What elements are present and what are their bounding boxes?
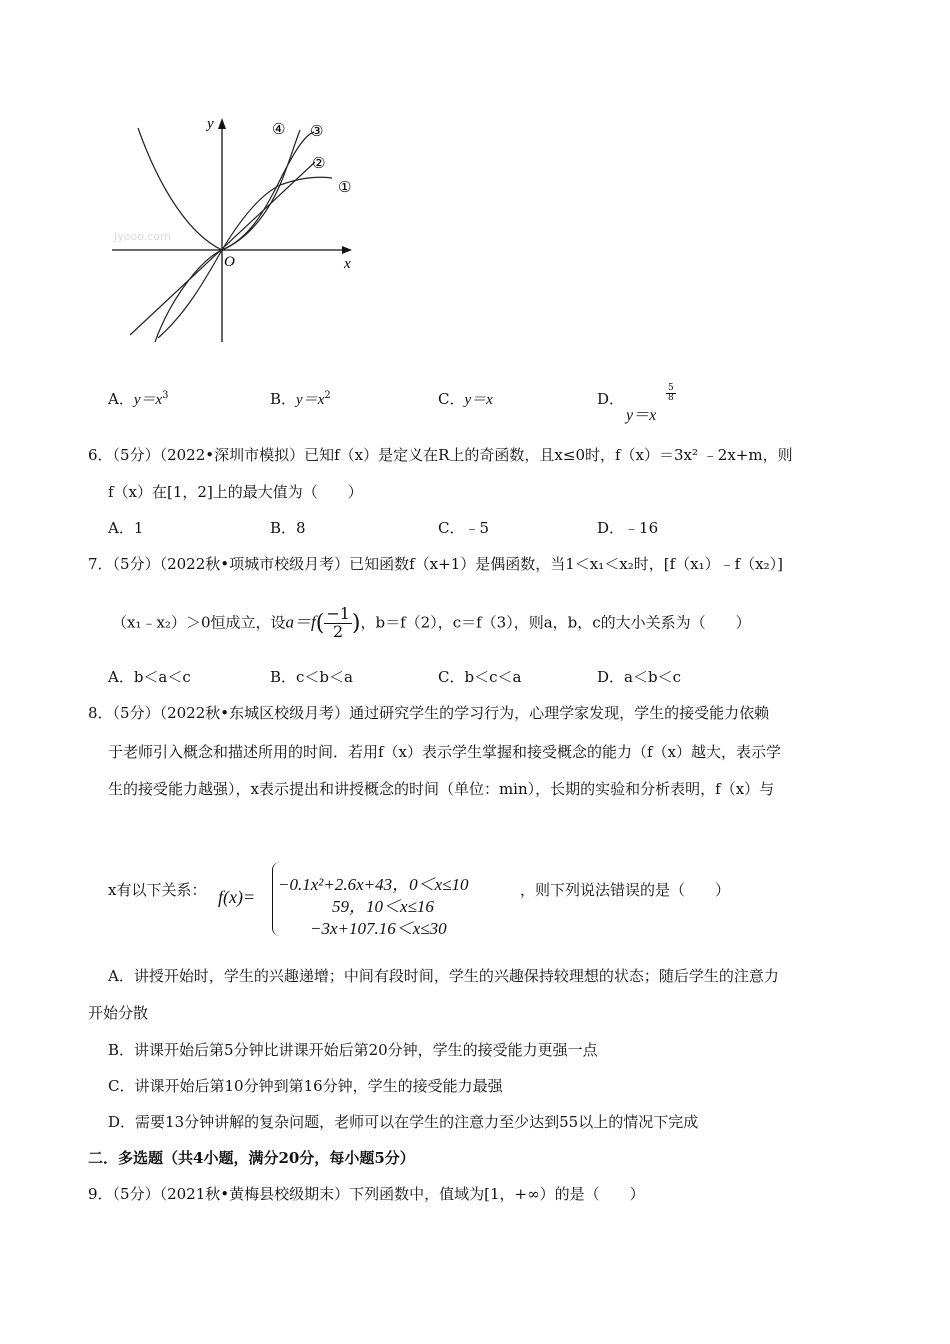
curve-label-2: ② <box>312 154 326 172</box>
q8-relation-prefix: x有以下关系： <box>108 881 207 899</box>
q6-option-c: C．﹣5 <box>438 519 490 537</box>
q8-line-2: 于老师引入概念和描述所用的时间．若用f（x）表示学生掌握和接受概念的能力（f（x）越大，表示学 <box>108 743 782 761</box>
q8-line-3: 生的接受能力越强），x表示提出和讲授概念的时间（单位：min），长期的实验和分析表明，f（x）与 <box>108 780 775 798</box>
q8-option-a-line-1: A．讲授开始时，学生的兴趣递增；中间有段时间，学生的兴趣保持较理想的状态；随后学生的注意力 <box>108 967 779 985</box>
q7-option-a: A．b＜a＜c <box>108 668 191 686</box>
x-axis-label: x <box>344 256 351 272</box>
graph-watermark: Jyeoo.com <box>114 230 171 243</box>
curve-label-3: ③ <box>310 122 324 140</box>
q8-case-2: 59，10＜x≤16 <box>332 897 434 916</box>
q5-option-d: D． <box>597 390 625 408</box>
curve-cubic <box>155 130 300 342</box>
q7-option-b: B．c＜b＜a <box>270 668 353 686</box>
q8-function-lhs: f(x)= <box>218 887 256 907</box>
x-axis-arrow <box>342 246 352 254</box>
section-2-heading: 二．多选题（共4小题，满分20分，每小题5分） <box>88 1149 415 1167</box>
q7-option-d: D．a＜b＜c <box>597 668 681 686</box>
origin-label: O <box>224 254 235 270</box>
y-axis-arrow <box>218 118 226 129</box>
y-axis-label: y <box>207 116 214 132</box>
q5-option-b: B．$y=x^2$ <box>270 390 331 408</box>
q8-option-b: B．讲课开始后第5分钟比讲课开始后第20分钟，学生的接受能力更强一点 <box>108 1041 598 1059</box>
q8-option-d: D．需要13分钟讲解的复杂问题，老师可以在学生的注意力至少达到55以上的情况下完成 <box>108 1113 699 1131</box>
q8-line-1: 8．（5分）（2022秋•东城区校级月考）通过研究学生的学习行为，心理学家发现，学生的接受能力依赖 <box>88 704 770 722</box>
q5-option-a: A．$y=x^3$ <box>108 390 169 408</box>
q8-case-3: −3x+107.16＜x≤30 <box>310 919 447 938</box>
curve-1 <box>158 177 332 338</box>
q6-option-a: A．1 <box>108 519 144 537</box>
q8-option-c: C．讲课开始后第10分钟到第16分钟，学生的接受能力最强 <box>108 1077 503 1095</box>
q6-line-2: f（x）在[1，2]上的最大值为（ ） <box>108 483 363 501</box>
curve-label-4: ④ <box>272 120 286 138</box>
q9-line-1: 9．（5分）（2021秋•黄梅县校级期末）下列函数中，值域为[1，+∞）的是（ ） <box>88 1185 645 1203</box>
q8-option-a-line-2: 开始分散 <box>88 1004 149 1022</box>
curve-label-1: ① <box>338 178 352 196</box>
q7-line-2: （x₁﹣x₂）＞0恒成立，设a＝f( $\frac{-1}{2}$ )，b＝f（2），c＝f（3），则a，b，c的大小关系为（ ） <box>112 604 751 641</box>
q8-case-1: −0.1x²+2.6x+43，0＜x≤10 <box>278 875 469 894</box>
q7-line-1: 7．（5分）（2022秋•项城市校级月考）已知函数f（x+1）是偶函数，当1＜x₁＜x₂时，[f（x₁）﹣f（x₂）] <box>88 555 783 573</box>
q6-option-d: D．﹣16 <box>597 519 659 537</box>
power-function-graph <box>100 110 370 350</box>
q7-option-c: C．b＜c＜a <box>438 668 522 686</box>
q6-option-b: B．8 <box>270 519 306 537</box>
q8-relation-suffix: ，则下列说法错误的是（ ） <box>520 881 731 899</box>
q5-option-c: C．y＝x <box>438 390 493 408</box>
q6-line-1: 6．（5分）（2022•深圳市模拟）已知f（x）是定义在R上的奇函数，且x≤0时，f（x）＝3x² ﹣2x+m，则 <box>88 446 793 464</box>
